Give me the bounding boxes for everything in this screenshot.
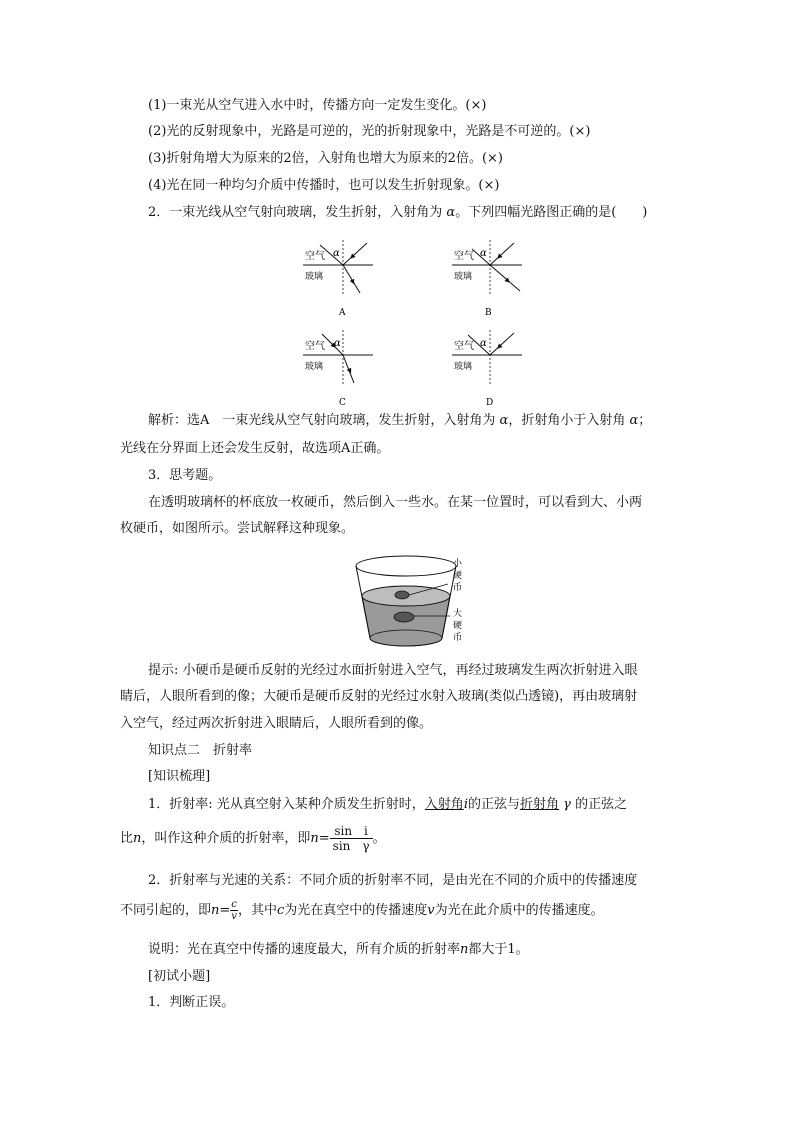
angle-label: α [480,248,487,259]
small-coin-label-3: 币 [453,583,463,593]
air-label: 空气 [305,251,325,262]
judge-item-4: (4)光在同一种均匀介质中传播时，也可以发生折射现象。(×) [148,178,500,193]
small-coin [395,591,409,599]
diagram-d [452,330,522,408]
diagram-b [452,240,522,318]
angle-label: α [480,338,487,349]
question-3-text-2: 枚硬币，如图所示。尝试解释这种现象。 [120,521,355,536]
option-a-label: A [339,308,346,318]
hint-line-1: 提示: 小硬币是硬币反射的光经过水面折射进入空气，再经过玻璃发生两次折射进入眼 [148,663,638,678]
option-c-label: C [339,398,346,408]
trial-label: [初试小题] [148,969,211,984]
glass-label: 玻璃 [305,362,324,372]
question-2-stem: 2．一束光线从空气射向玻璃，发生折射，入射角为 α。下列四幅光路图正确的是( ) [148,205,648,220]
speed-fraction: $\frac{c}{v}$ [231,899,237,922]
angle-label: α [333,248,340,259]
refractive-index-fraction: $\frac{\text{sin i}}{\text{sin γ}}$ [330,824,373,853]
refraction-diagrams [0,235,794,415]
small-coin-label-2: 硬 [453,571,463,581]
big-coin-label-1: 大 [453,609,463,619]
section-heading: 知识点二 折射率 [148,743,253,758]
small-coin-label-1: 小 [453,559,463,569]
judge-item-1: (1)一束光从空气进入水中时，传播方向一定发生变化。(×) [148,98,487,113]
glass-label: 玻璃 [454,272,473,282]
glass-label: 玻璃 [305,272,324,282]
option-b-label: B [485,308,492,318]
question-3-title: 3．思考题。 [148,468,222,483]
air-label: 空气 [454,341,474,352]
hint-line-2: 睛后，人眼所看到的像；大硬币是硬币反射的光经过水射入玻璃(类似凸透镜)，再由玻璃射 [120,689,638,704]
big-coin-label-2: 硬 [453,621,463,631]
knowledge-sort-label: [知识梳理] [148,769,211,784]
analysis-line-2: 光线在分界面上还会发生反射，故选项A正确。 [120,441,390,456]
glass-label: 玻璃 [454,362,473,372]
judge-heading: 1．判断正误。 [148,995,235,1010]
diagram-a [303,240,373,318]
glass-cup-figure [352,550,492,650]
angle-label: α [334,338,341,349]
analysis-line-1: 解析：选A 一束光线从空气射向玻璃，发生折射，入射角为 α，折射角小于入射角 α； [148,413,652,428]
option-d-label: D [486,398,494,408]
hint-line-3: 入空气，经过两次折射进入眼睛后，人眼所看到的像。 [120,716,433,731]
diagram-c [303,330,373,408]
air-label: 空气 [305,341,325,352]
definition-line-1: 1．折射率: 光从真空射入某种介质发生折射时，入射角i的正弦与折射角 γ 的正弦之 [148,797,628,812]
relation-line-2: 不同引起的，即n= $\frac{c}{v}$ ，其中c为光在真空中的传播速度v为光在此介质中的传播速度。 [120,899,604,922]
relation-line-1: 2．折射率与光速的关系：不同介质的折射率不同，是由光在不同的介质中的传播速度 [148,873,638,888]
air-label: 空气 [454,251,474,262]
judge-item-3: (3)折射角增大为原来的2倍，入射角也增大为原来的2倍。(×) [148,151,503,166]
big-coin [394,612,414,622]
note-line: 说明：光在真空中传播的速度最大，所有介质的折射率n都大于1。 [148,942,529,957]
question-3-text-1: 在透明玻璃杯的杯底放一枚硬币，然后倒入一些水。在某一位置时，可以看到大、小两 [148,495,643,510]
definition-line-2: 比n，叫作这种介质的折射率，即n= $\frac{\text{sin i}}{\text{sin γ}}$ 。 [120,824,386,853]
big-coin-label-3: 币 [453,633,463,643]
judge-item-2: (2)光的反射现象中，光路是可逆的，光的折射现象中，光路是不可逆的。(×) [148,124,591,139]
